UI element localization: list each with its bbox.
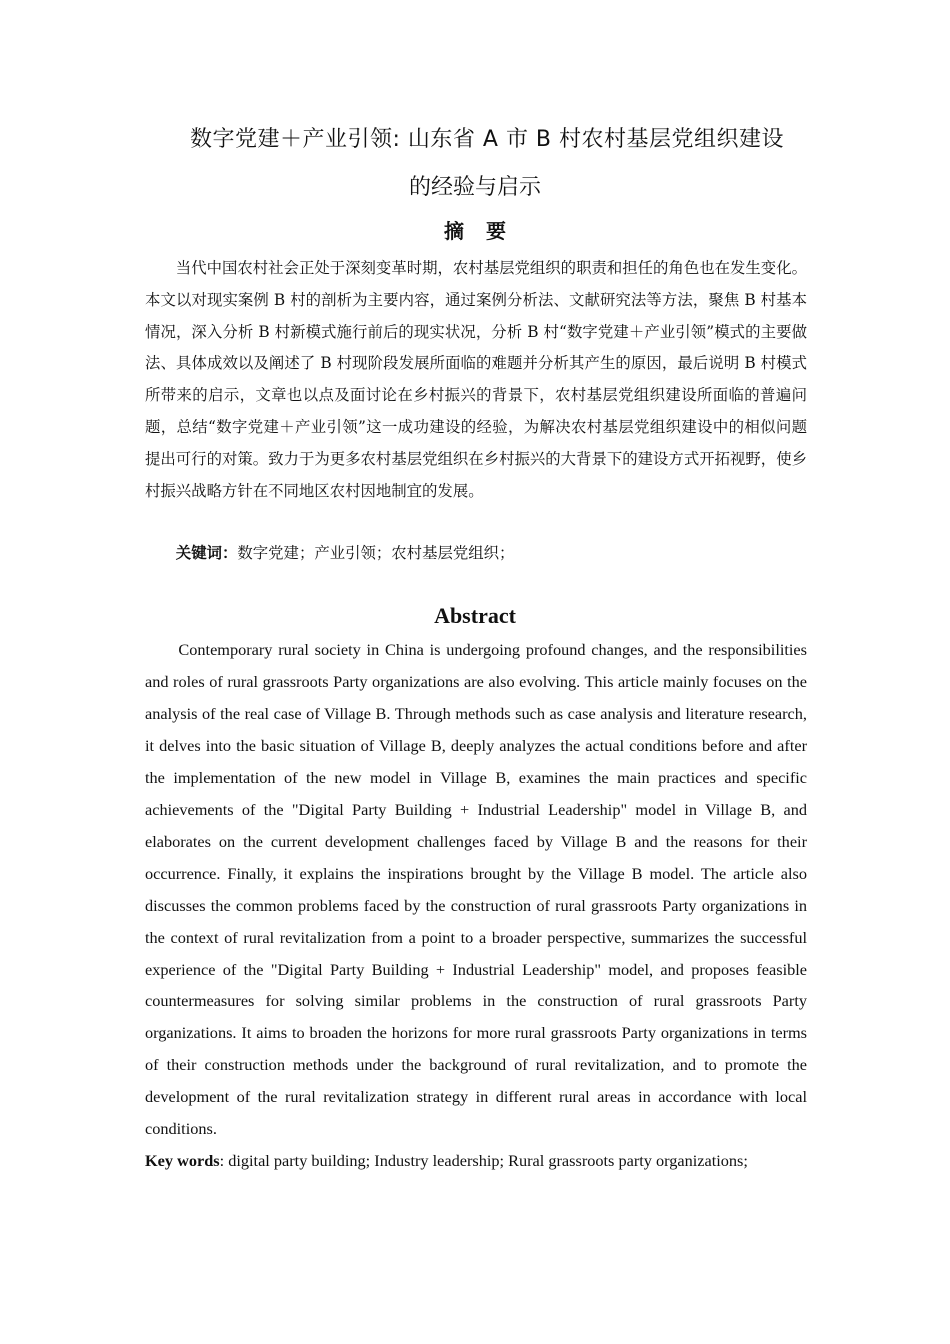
chinese-keywords bbox=[145, 538, 807, 568]
english-abstract-body: Contemporary rural society in China is undergoing profound changes, and the responsibilities and roles of rural grassroots Party organizations are also evolving. This article mainly focuses on the analysis of the real case of Village B. Through methods such as case analysis and literature research, it delves into the basic situation of Village B, deeply analyzes the actual conditions before and after the implementation of the new model in Village B, examines the main practices and specific achievements of the "Digital Party Building + Industrial Leadership" model in Village B, and elaborates on the current development challenges faced by Village B and the reasons for their occurrence. Finally, it explains the inspirations brought by the Village B model. The article also discusses the common problems faced by the construction of rural grassroots Party organizations in the context of rural revitalization from a point to a broader perspective, summarizes the successful experience of the "Digital Party Building + Industrial Leadership" model, and proposes feasible countermeasures for solving similar problems in the construction of rural grassroots Party organizations. It aims to broaden the horizons for more rural grassroots Party organizations in terms of their construction methods under the background of rural revitalization, and to promote the development of the rural revitalization strategy in different rural areas in accordance with local conditions. bbox=[145, 640, 807, 1139]
chinese-abstract-heading: 摘要 bbox=[444, 219, 528, 243]
paper-title-line-1: 数字党建＋产业引领: 山东省 A 市 B 村农村基层党组织建设 bbox=[190, 127, 785, 152]
english-keywords bbox=[145, 1145, 845, 1177]
chinese-keywords-label: 关键词： bbox=[175, 544, 238, 562]
english-keywords-text: : digital party building; Industry leadership; Rural grassroots party organizations; bbox=[219, 1151, 748, 1170]
chinese-abstract-body: 当代中国农村社会正处于深刻变革时期，农村基层党组织的职责和担任的角色也在发生变化。本文以对现实案例 B 村的剖析为主要内容，通过案例分析法、文献研究法等方法，聚焦 B 村基本情况，深入分析 B 村新模式施行前后的现实状况，分析 B 村“数字党建＋产业引领”模式的主要做法、具体成效以及阐述了 B 村现阶段发展所面临的难题并分析其产生的原因，最后说明 B 村模式所带来的启示，文章也以点及面讨论在乡村振兴的背景下，农村基层党组织建设所面临的普遍问题，总结“数字党建＋产业引领”这一成功建设的经验，为解决农村基层党组织建设中的相似问题提出可行的对策。致力于为更多农村基层党组织在乡村振兴的大背景下的建设方式开拓视野，使乡村振兴战略方针在不同地区农村因地制宜的发展。 bbox=[145, 259, 807, 500]
paper-title-line-2: 的经验与启示 bbox=[408, 175, 541, 200]
english-abstract-heading: Abstract bbox=[434, 603, 516, 628]
chinese-keywords-text: 数字党建；产业引领；农村基层党组织； bbox=[237, 544, 515, 562]
english-keywords-label: Key words bbox=[145, 1151, 220, 1170]
